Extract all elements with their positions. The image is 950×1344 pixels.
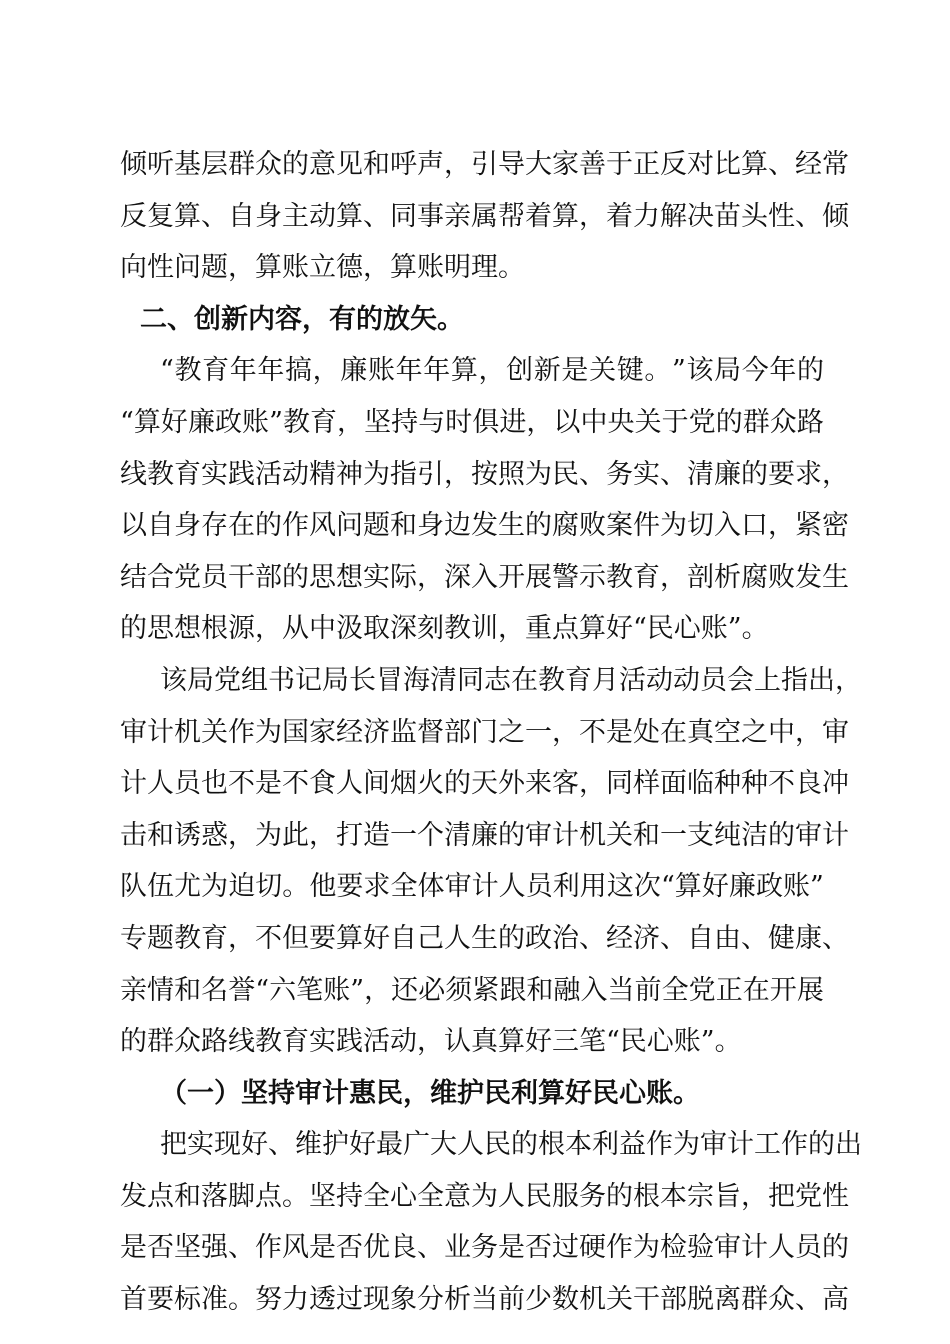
paragraph-line: 倾 听 基 层 群 众 的 意 见 和 呼 声 ， 引 导 大 家 善 于 正 反 对 比 算 、 经 常 xyxy=(120,149,849,180)
paragraph-line: 专 题 教 育 ， 不 但 要 算 好 自 己 人 生 的 政 治 、 经 济 、 自 由 、 健 康 、 xyxy=(120,922,849,954)
paragraph-line: 亲 情 和 名 誉 “ 六 笔 账 ” ， 还 必 须 紧 跟 和 融 入 当 前 全 党 正 在 开 展 xyxy=(120,974,824,1006)
line-text: 二、创新内容，有的放矢。 xyxy=(140,303,464,335)
paragraph-line: “ 算 好 廉 政 账 ” 教 育 ， 坚 持 与 时 俱 进 ， 以 中 央 关 于 党 的 群 众 路 xyxy=(120,406,824,438)
paragraph-line: “ 教 育 年 年 搞 ， 廉 账 年 年 算 ， 创 新 是 关 键 。 ” 该 局 今 年 的 xyxy=(160,355,824,387)
paragraph-line: 击 和 诱 惑 ， 为 此 ， 打 造 一 个 清 廉 的 审 计 机 关 和 一 支 纯 洁 的 审 计 xyxy=(120,819,849,851)
line-text: 的思想根源，从中汲取深刻教训，重点算好“民心账”。 xyxy=(120,613,769,645)
line-text: 向性问题，算账立德，算账明理。 xyxy=(120,252,525,284)
paragraph-line: 线 教 育 实 践 活 动 精 神 为 指 引 ， 按 照 为 民 、 务 实 、 清 廉 的 要 求 ， xyxy=(120,458,849,490)
paragraph-line: 该 局 党 组 书 记 局 长 冒 海 清 同 志 在 教 育 月 活 动 动 员 会 上 指 出 ， xyxy=(160,664,862,696)
paragraph-line xyxy=(120,1016,824,1068)
paragraph-line: 是 否 坚 强 、 作 风 是 否 优 良 、 业 务 是 否 过 硬 作 为 检 验 审 计 人 员 的 xyxy=(120,1232,849,1264)
paragraph-line: 首 要 标 准 。 努 力 透 过 现 象 分 析 当 前 少 数 机 关 干 部 脱 离 群 众 、 高 xyxy=(120,1284,849,1316)
paragraph-line: 队 伍 尤 为 迫 切 。 他 要 求 全 体 审 计 人 员 利 用 这 次 “ 算 好 廉 政 账 ” xyxy=(120,871,824,903)
line-text: 的群众路线教育实践活动，认真算好三笔“民心账”。 xyxy=(120,1026,742,1058)
paragraph-line: 把 实 现 好 、 维 护 好 最 广 大 人 民 的 根 本 利 益 作 为 审 计 工 作 的 出 xyxy=(160,1129,862,1161)
paragraph-line: 审 计 机 关 作 为 国 家 经 济 监 督 部 门 之 一 ， 不 是 处 在 真 空 之 中 ， 审 xyxy=(120,716,849,748)
paragraph-line: 发 点 和 落 脚 点 。 坚 持 全 心 全 意 为 人 民 服 务 的 根 本 宗 旨 ， 把 党 性 xyxy=(120,1180,849,1212)
section-heading xyxy=(120,294,824,346)
line-text: （一）坚持审计惠民，维护民利算好民心账。 xyxy=(160,1077,700,1109)
paragraph-line xyxy=(120,242,824,294)
paragraph-line: 以 自 身 存 在 的 作 风 问 题 和 身 边 发 生 的 腐 败 案 件 为 切 入 口 ， 紧 密 xyxy=(120,510,849,542)
paragraph-line: 计 人 员 也 不 是 不 食 人 间 烟 火 的 天 外 来 客 ， 同 样 面 临 种 种 不 良 冲 xyxy=(120,768,849,800)
subsection-heading xyxy=(120,1068,824,1120)
paragraph-line: 结 合 党 员 干 部 的 思 想 实 际 ， 深 入 开 展 警 示 教 育 ， 剖 析 腐 败 发 生 xyxy=(120,561,849,593)
document-page xyxy=(120,139,862,1326)
paragraph-line: 反 复 算 、 自 身 主 动 算 、 同 事 亲 属 帮 着 算 ， 着 力 解 决 苗 头 性 、 倾 xyxy=(120,200,849,232)
paragraph-line xyxy=(120,603,824,655)
